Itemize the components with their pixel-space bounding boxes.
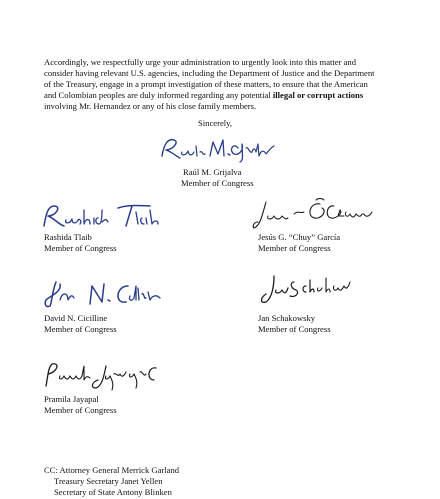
signature-grijalva [158,134,278,162]
closing: Sincerely, [198,118,233,128]
paragraph-line: consider having relevant U.S. agencies, including the Department of Justice and the Department [44,68,375,78]
signer-title: Member of Congress [258,324,331,334]
paragraph-line: involving Mr. Hernandez or any of his close family members. [44,101,257,111]
signature-schakowsky [256,272,356,308]
signature-jayapal [40,358,160,394]
signer-name: Pramila Jayapal [44,394,99,404]
signature-cicilline [40,278,164,310]
signer-name: Rashida Tlaib [44,232,92,242]
cc-line: CC: Attorney General Merrick Garland [44,465,180,475]
cc-line: Secretary of State Antony Blinken [54,487,172,497]
signer-title: Member of Congress [44,405,117,415]
signer-name: Jan Schakowsky [258,313,316,323]
cc-list [44,465,179,498]
paragraph-line: Accordingly, we respectfully urge your administration to urgently look into this matter and [44,57,357,67]
cc-line: Treasury Secretary Janet Yellen [54,476,163,486]
signer-title: Member of Congress [44,243,117,253]
signer-title: Member of Congress [44,324,117,334]
signer-title: Member of Congress [181,178,254,188]
signer-name: Raúl M. Grijalva [183,167,242,177]
signer-title: Member of Congress [258,243,331,253]
emphasis-text: illegal or corrupt actions [272,90,364,100]
body-paragraph [44,57,396,112]
signer-name: David N. Cicilline [44,313,108,323]
paragraph-line: and Colombian peoples are duly informed regarding any potential illegal or corrupt actions [44,90,364,100]
signature-tlaib [40,202,164,230]
signature-garcia [252,196,374,232]
signer-name: Jesús G. “Chuy” García [258,232,341,242]
paragraph-line: of the Treasury, engage in a prompt investigation of these matters, to ensure that the American [44,79,368,89]
